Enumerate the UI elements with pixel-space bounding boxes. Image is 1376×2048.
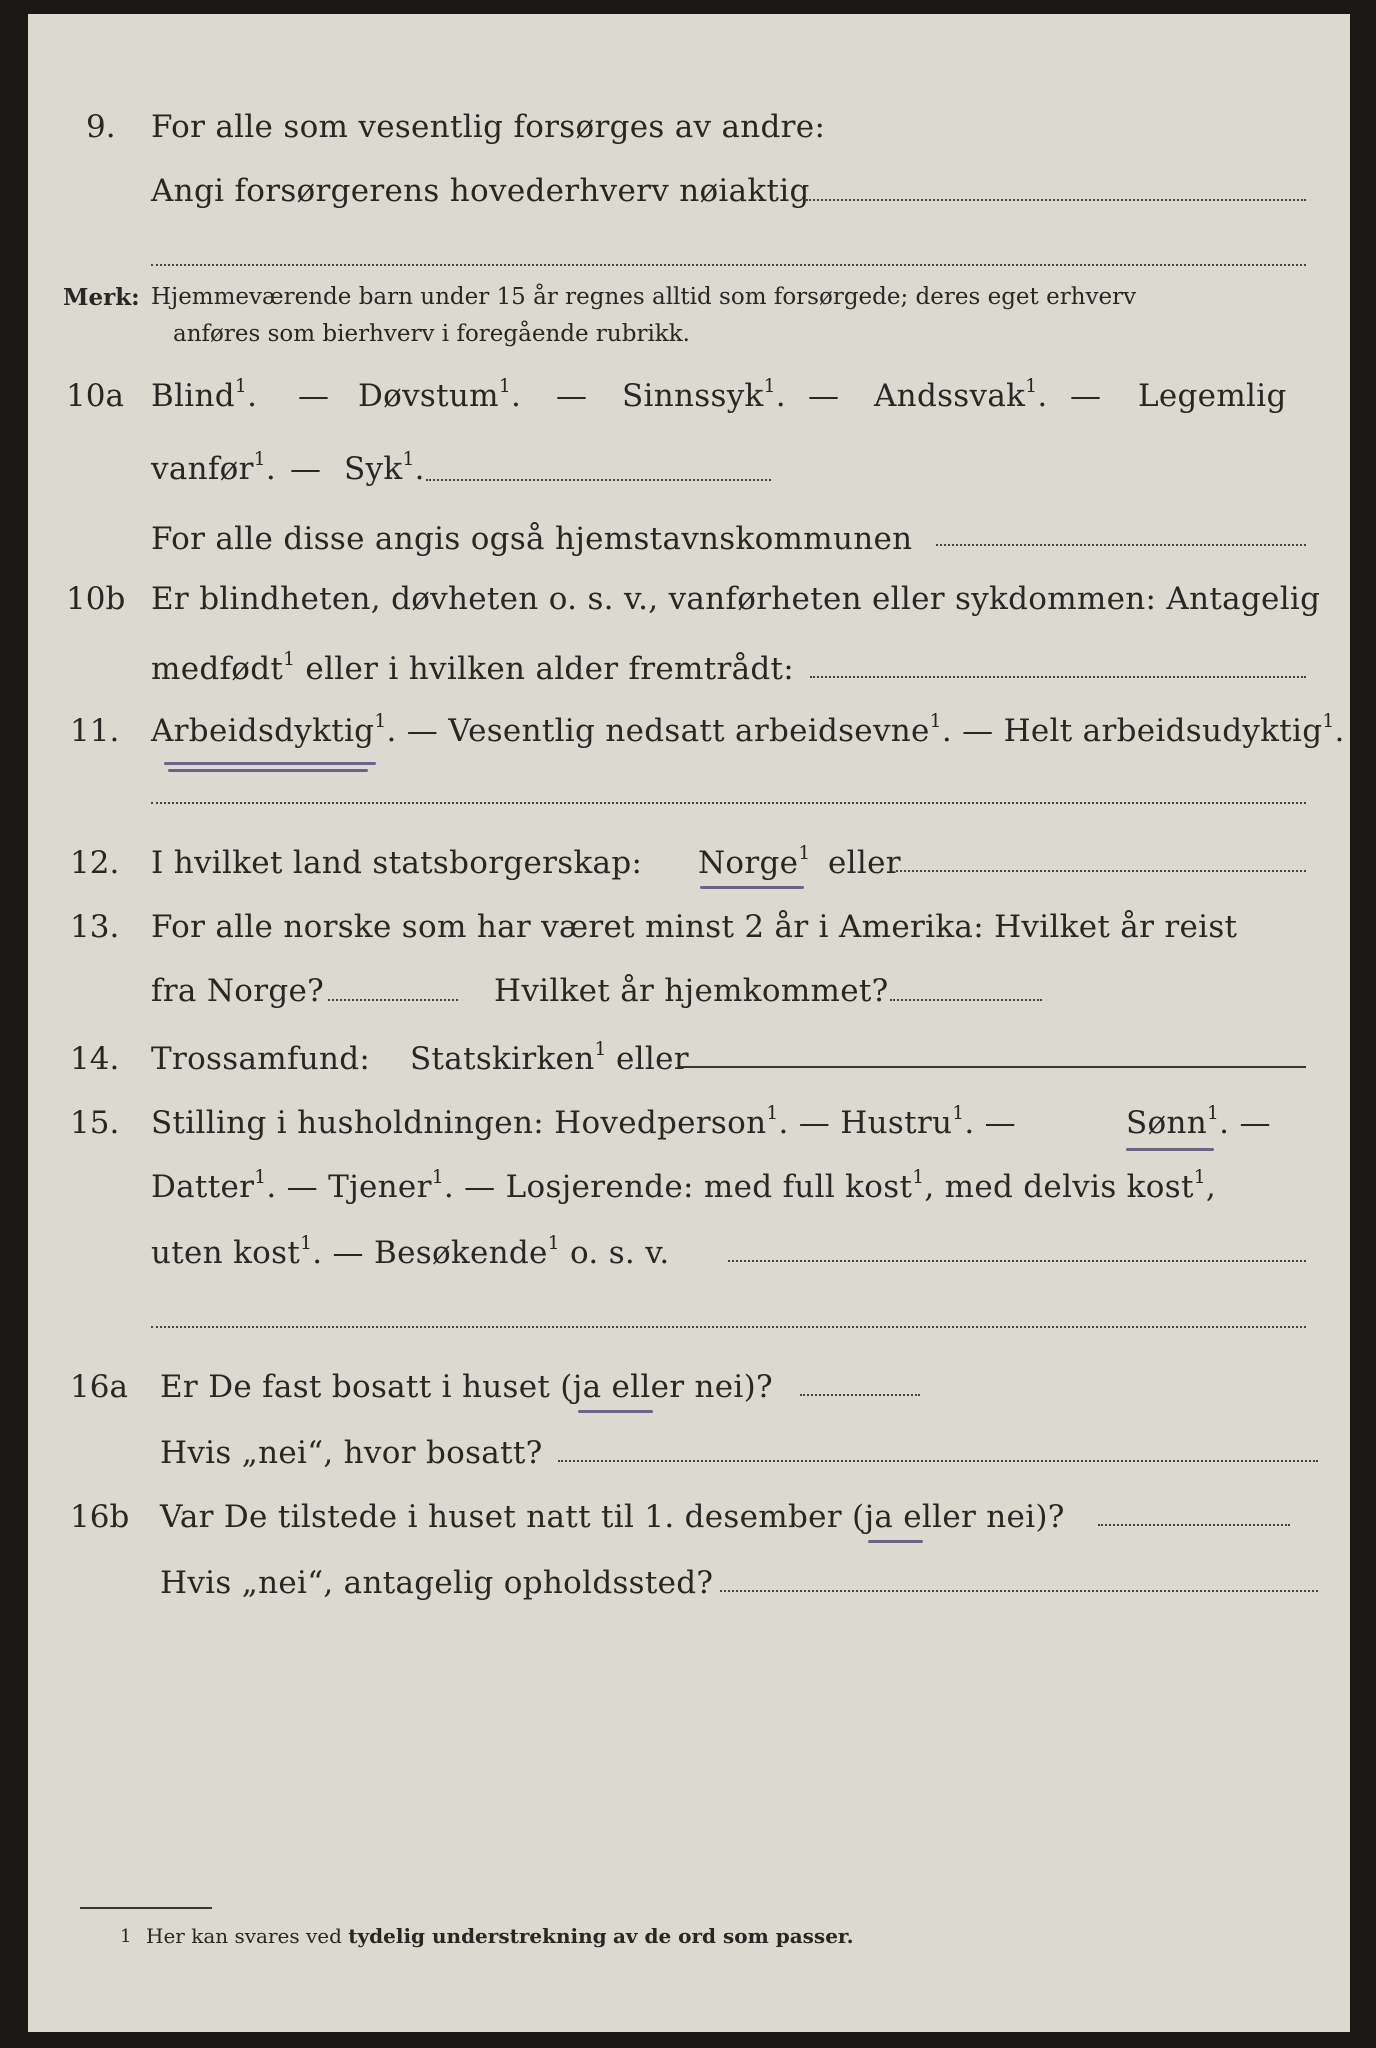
q11-number: 11. xyxy=(70,713,120,749)
q15-pencil-underline xyxy=(1126,1148,1214,1151)
q16a-pencil-underline xyxy=(578,1410,653,1413)
q9-line2: Angi forsørgerens hovederhverv nøiaktig xyxy=(151,173,810,209)
q12-option-norge: Norge$^1$ xyxy=(698,843,811,881)
q15-number: 15. xyxy=(70,1105,120,1141)
q10b-answer-line[interactable] xyxy=(810,676,1306,678)
q14-number: 14. xyxy=(70,1041,120,1077)
q13-line1: For alle norske som har været minst 2 år i Amerika: Hvilket år reist xyxy=(151,909,1238,945)
form-page xyxy=(28,14,1350,2032)
q10a-option-dovstum: Døvstum$^1$. xyxy=(358,376,522,414)
q9-number: 9. xyxy=(86,109,116,145)
q11-line: Arbeidsdyktig$^1$. — Vesentlig nedsatt arbeidsevne$^1$. — Helt arbeidsudyktig$^1$. xyxy=(151,711,1345,749)
q16b-line1: Var De tilstede i huset natt til 1. desember (ja eller nei)? xyxy=(160,1499,1065,1535)
q16a-number: 16a xyxy=(70,1369,128,1405)
q15-option-sonn: Sønn$^1$. — xyxy=(1126,1103,1271,1141)
q9-answer-line-2[interactable] xyxy=(151,264,1306,266)
q13-line2b: Hvilket år hjemkommet? xyxy=(494,973,889,1009)
q12-text: I hvilket land statsborgerskap: xyxy=(151,845,643,881)
q15-answer-line[interactable] xyxy=(728,1260,1306,1262)
q11-answer-line[interactable] xyxy=(151,802,1306,804)
merk-line2: anføres som bierhverv i foregående rubrikk. xyxy=(173,321,690,347)
q13-hjemkommet-line[interactable] xyxy=(890,999,1042,1001)
q10a-line3: For alle disse angis også hjemstavnskommunen xyxy=(151,521,913,557)
q16a-line1: Er De fast bosatt i huset (ja eller nei)? xyxy=(160,1369,773,1405)
q16b-line2: Hvis „nei“, antagelig opholdssted? xyxy=(160,1565,714,1601)
q13-reist-line[interactable] xyxy=(328,999,458,1001)
merk-label: Merk: xyxy=(63,284,140,311)
q10a-answer-line[interactable] xyxy=(426,479,771,481)
q14-answer-line[interactable] xyxy=(680,1066,1306,1068)
q15-line2: Datter$^1$. — Tjener$^1$. — Losjerende: med full kost$^1$, med delvis kost$^1$, xyxy=(151,1167,1216,1205)
q10a-sep-3: — xyxy=(808,378,840,414)
q12-number: 12. xyxy=(70,845,120,881)
q14-eller: eller xyxy=(616,1041,689,1077)
footnote-rule xyxy=(80,1907,212,1909)
q12-answer-line[interactable] xyxy=(896,870,1306,872)
q10a-option-sinnssyk: Sinnssyk$^1$. xyxy=(622,376,786,414)
q10b-line2: medfødt$^1$ eller i hvilken alder fremtrådt: xyxy=(151,649,795,687)
q10a-sep-4: — xyxy=(1070,378,1102,414)
q15-answer-line-2[interactable] xyxy=(151,1326,1306,1328)
q10a-option-blind: Blind$^1$. xyxy=(151,376,258,414)
q10a-option-legemlig: Legemlig xyxy=(1138,378,1287,414)
q9-answer-line[interactable] xyxy=(806,199,1306,201)
merk-line1: Hjemmeværende barn under 15 år regnes alltid som forsørgede; deres eget erhverv xyxy=(151,284,1137,310)
q15-line1: Stilling i husholdningen: Hovedperson$^1$. — Hustru$^1$. — xyxy=(151,1103,1016,1141)
q10b-line1: Er blindheten, døvheten o. s. v., vanførheten eller sykdommen: Antagelig xyxy=(151,581,1321,617)
q16b-pencil-underline xyxy=(868,1540,923,1543)
q16a-bosatt-line[interactable] xyxy=(558,1460,1318,1462)
footnote-text: Her kan svares ved tydelig understrekning av de ord som passer. xyxy=(146,1924,854,1948)
q10a-option-syk: Syk$^1$. xyxy=(344,449,425,487)
q13-number: 13. xyxy=(70,909,120,945)
q13-line2a: fra Norge? xyxy=(151,973,325,1009)
q10b-number: 10b xyxy=(66,581,126,617)
q14-option-statskirken: Statskirken$^1$ xyxy=(410,1039,607,1077)
q10a-hjemstavn-line[interactable] xyxy=(936,544,1306,546)
q10a-sep-2: — xyxy=(556,378,588,414)
q16b-opholdssted-line[interactable] xyxy=(720,1590,1318,1592)
q10a-option-andssvak: Andssvak$^1$. xyxy=(874,376,1048,414)
q10a-number: 10a xyxy=(66,378,124,414)
q12-pencil-underline xyxy=(700,886,804,889)
q10a-option-vanfor: vanfør$^1$. xyxy=(151,449,277,487)
q12-eller: eller xyxy=(828,845,901,881)
q14-text: Trossamfund: xyxy=(151,1041,371,1077)
q16b-answer-line[interactable] xyxy=(1098,1524,1290,1526)
q10a-sep-1: — xyxy=(298,378,330,414)
q10a-sep-5: — xyxy=(290,451,322,487)
q16a-line2: Hvis „nei“, hvor bosatt? xyxy=(160,1435,543,1471)
q15-line3: uten kost$^1$. — Besøkende$^1$ o. s. v. xyxy=(151,1233,670,1271)
q16a-answer-line[interactable] xyxy=(800,1394,920,1396)
q11-pencil-underline xyxy=(164,762,376,765)
footnote-mark: 1 xyxy=(120,1926,132,1947)
q9-line1: For alle som vesentlig forsørges av andre: xyxy=(151,109,826,145)
q11-pencil-underline-2 xyxy=(168,769,368,772)
q16b-number: 16b xyxy=(70,1499,130,1535)
